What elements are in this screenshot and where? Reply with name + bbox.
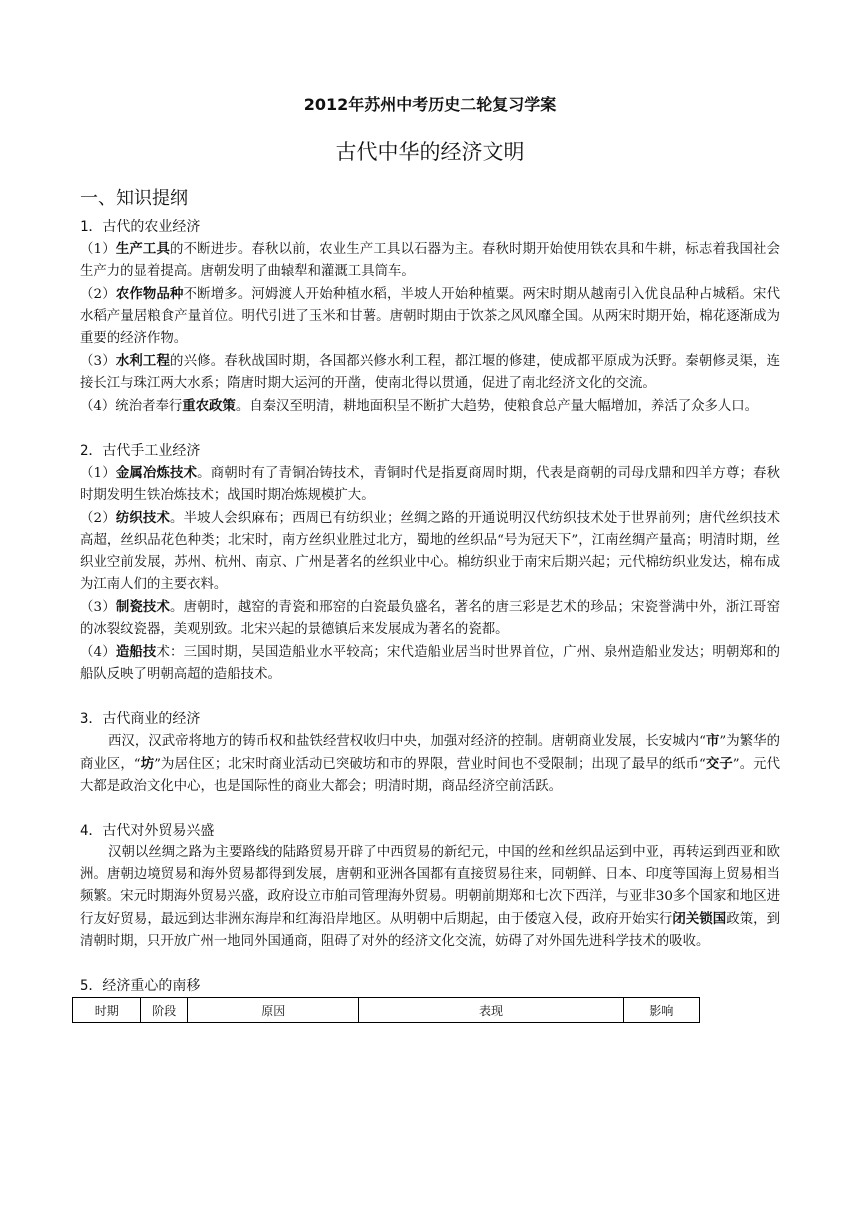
text-run: 术：三国时期，吴国造船业水平较高；宋代造船业居当时世界首位，广州、泉州造船业发达；明朝郑和的船队反映了明朝高超的造船技术。 bbox=[80, 645, 781, 682]
bold-term: 坊 bbox=[140, 756, 155, 772]
text-run: ”为繁华的商业区，“ bbox=[80, 734, 781, 772]
text-run: 不断增多。河姆渡人开始种植水稻，半坡人开始种植粟。两宋时期从越南引入优良品种占城稻。宋代水稻产量居粮食产量首位。明代引进了玉米和甘薯。唐朝时期由于饮茶之风风靡全国。从两宋时期开始，棉花逐渐成为重要的经济作物。 bbox=[80, 287, 780, 346]
text-run: ”。元代大都是政治文化中心，也是国际性的商业大都会；明清时期，商品经济空前活跃。 bbox=[80, 757, 780, 794]
table-header-cell: 原因 bbox=[188, 998, 359, 1023]
paragraph bbox=[80, 507, 780, 596]
section-handicraft bbox=[80, 440, 780, 686]
text-run: ”为居住区；北宋时商业活动已突破坊和市的界限，营业时间也不受限制；出现了最早的纸币“ bbox=[154, 757, 706, 772]
paragraph bbox=[80, 395, 780, 418]
section-title: 3．古代商业的经济 bbox=[80, 711, 201, 727]
section-title: 4．古代对外贸易兴盛 bbox=[80, 823, 215, 839]
text-run: （1） bbox=[80, 466, 116, 481]
text-run: 。唐朝时，越窑的青瓷和邢窑的白瓷最负盛名，著名的唐三彩是艺术的珍品；宋瓷誉满中外，浙江哥窑的冰裂纹瓷器，美观别致。北宋兴起的景德镇后来发展成为著名的瓷都。 bbox=[80, 600, 780, 637]
bold-term: 制瓷技术 bbox=[115, 599, 171, 615]
section-title: 5．经济重心的南移 bbox=[80, 978, 201, 994]
paragraph bbox=[80, 350, 780, 395]
section-foreign-trade bbox=[80, 820, 780, 953]
paragraph bbox=[80, 462, 780, 507]
section-title: 2．古代手工业经济 bbox=[80, 443, 201, 459]
paragraph bbox=[80, 641, 780, 686]
text-run: （4） bbox=[80, 645, 116, 660]
text-run: （4）统治者奉行 bbox=[80, 399, 183, 414]
bold-term: 造船技 bbox=[115, 644, 157, 660]
section-title: 1．古代的农业经济 bbox=[80, 219, 201, 235]
section-economic-shift bbox=[80, 975, 780, 1023]
section-agriculture bbox=[80, 216, 780, 418]
document-body bbox=[80, 216, 780, 1023]
table-header-cell: 阶段 bbox=[141, 998, 188, 1023]
text-run: 。自秦汉至明清，耕地面积呈不断扩大趋势，使粮食总产量大幅增加，养活了众多人口。 bbox=[235, 399, 759, 414]
table-header-row bbox=[73, 998, 700, 1023]
text-run: （3） bbox=[80, 354, 116, 369]
bold-term: 市 bbox=[705, 733, 720, 749]
bold-term: 金属冶炼技术 bbox=[115, 465, 198, 481]
bold-term: 纺织技术 bbox=[115, 510, 171, 526]
economic-center-table bbox=[72, 997, 700, 1023]
text-run: 汉朝以丝绸之路为主要路线的陆路贸易开辟了中西贸易的新纪元，中国的丝和丝织品运到中亚，再转运到西亚和欧洲。唐朝边境贸易和海外贸易都得到发展，唐朝和亚洲各国都有直接贸易往来，同朝鲜、日本、印度等国海上贸易相当频繁。宋元时期海外贸易兴盛，政府设立市舶司管理海外贸易。明朝前期郑和七次下西洋，与亚非30多个国家和地区进行友好贸易，最远到达非洲东海岸和红海沿岸地区。从明朝中后期起，由于倭寇入侵，政府开始实行 bbox=[80, 845, 780, 927]
paragraph bbox=[80, 283, 780, 350]
text-run: 政策，到清朝时期，只开放广州一地同外国通商，阻碍了对外的经济文化交流，妨碍了对外国先进科学技术的吸收。 bbox=[80, 912, 781, 949]
document-title: 2012年苏州中考历史二轮复习学案 bbox=[303, 95, 557, 114]
bold-term: 水利工程 bbox=[115, 353, 171, 369]
table-header-cell: 时期 bbox=[73, 998, 141, 1023]
paragraph bbox=[80, 238, 780, 283]
bold-term: 重农政策 bbox=[182, 398, 236, 414]
bold-term: 农作物品种 bbox=[115, 286, 184, 302]
table-header-cell: 表现 bbox=[359, 998, 623, 1023]
text-run: （1） bbox=[80, 242, 116, 257]
text-run: （3） bbox=[80, 600, 116, 615]
paragraph bbox=[80, 842, 780, 953]
bold-term: 交子 bbox=[705, 756, 733, 772]
section-heading: 一、知识提纲 bbox=[80, 188, 188, 209]
text-run: （2） bbox=[80, 511, 116, 526]
section-commerce bbox=[80, 708, 780, 798]
text-run: 西汉，汉武帝将地方的铸币权和盐铁经营权收归中央，加强对经济的控制。唐朝商业发展，长安城内“ bbox=[108, 734, 706, 749]
text-run: 。半坡人会织麻布；西周已有纺织业；丝绸之路的开通说明汉代纺织技术处于世界前列；唐代丝织技术高超，丝织品花色种类；北宋时，南方丝织业胜过北方，蜀地的丝织品“号为冠天下”，江南丝绸产量高；明清时期，丝织业空前发展，苏州、杭州、南京、广州是著名的丝织业中心。棉纺织业于南宋后期兴起；元代棉纺织业发达，棉布成为江南人们的主要衣料。 bbox=[80, 511, 780, 592]
document-subtitle: 古代中华的经济文明 bbox=[335, 140, 525, 164]
paragraph bbox=[80, 596, 780, 641]
bold-term: 生产工具 bbox=[115, 241, 171, 257]
paragraph bbox=[80, 730, 780, 798]
text-run: （2） bbox=[80, 287, 116, 302]
table-header-cell: 影响 bbox=[623, 998, 699, 1023]
bold-term: 闭关锁国 bbox=[672, 911, 727, 927]
text-run: 的不断进步。春秋以前，农业生产工具以石器为主。春秋时期开始使用铁农具和牛耕，标志着我国社会生产力的显着提高。唐朝发明了曲辕犁和灌溉工具筒车。 bbox=[80, 242, 780, 279]
text-run: 。商朝时有了青铜冶铸技术，青铜时代是指夏商周时期，代表是商朝的司母戊鼎和四羊方尊；春秋时期发明生铁冶炼技术；战国时期冶炼规模扩大。 bbox=[80, 466, 781, 503]
text-run: 的兴修。春秋战国时期，各国都兴修水利工程，都江堰的修建，使成都平原成为沃野。秦朝修灵渠，连接长江与珠江两大水系；隋唐时期大运河的开凿，使南北得以贯通，促进了南北经济文化的交流。 bbox=[80, 354, 780, 391]
